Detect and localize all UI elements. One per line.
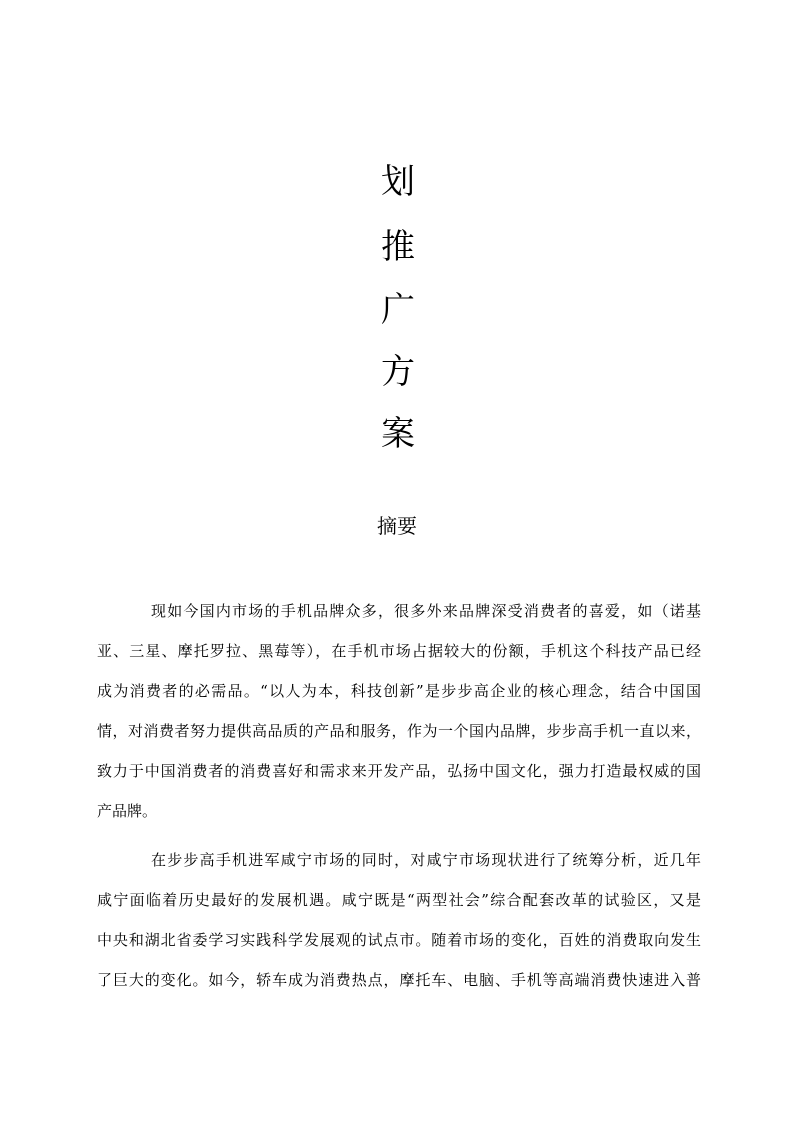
- text-line: 成为消费者的必需品。“以人为本，科技创新”是步步高企业的核心理念，结合中国国: [97, 682, 701, 700]
- abstract-heading: 摘要: [377, 514, 417, 538]
- title-char: 划: [381, 162, 415, 202]
- title-char: 广: [381, 290, 415, 330]
- title-char: 推: [381, 227, 415, 267]
- text-line: 产品牌。: [97, 802, 158, 820]
- text-line: 致力于中国消费者的消费喜好和需求来开发产品，弘扬中国文化，强力打造最权威的国: [97, 762, 701, 780]
- text-line: 中央和湖北省委学习实践科学发展观的试点市。随着市场的变化，百姓的消费取向发生: [97, 931, 701, 949]
- text-line: 在步步高手机进军咸宁市场的同时，对咸宁市场现状进行了统筹分析，近几年: [151, 851, 701, 869]
- title-char: 案: [381, 414, 415, 454]
- title-char: 方: [381, 352, 415, 392]
- text-line: 了巨大的变化。如今，轿车成为消费热点，摩托车、电脑、手机等高端消费快速进入普: [97, 971, 701, 989]
- text-line: 情，对消费者努力提供高品质的产品和服务，作为一个国内品牌，步步高手机一直以来，: [97, 722, 701, 740]
- text-line: 咸宁面临着历史最好的发展机遇。咸宁既是“两型社会”综合配套改革的试验区，又是: [97, 891, 701, 909]
- text-line: 现如今国内市场的手机品牌众多，很多外来品牌深受消费者的喜爱，如（诺基: [151, 602, 701, 620]
- text-line: 亚、三星、摩托罗拉、黑莓等），在手机市场占据较大的份额，手机这个科技产品已经: [97, 642, 701, 660]
